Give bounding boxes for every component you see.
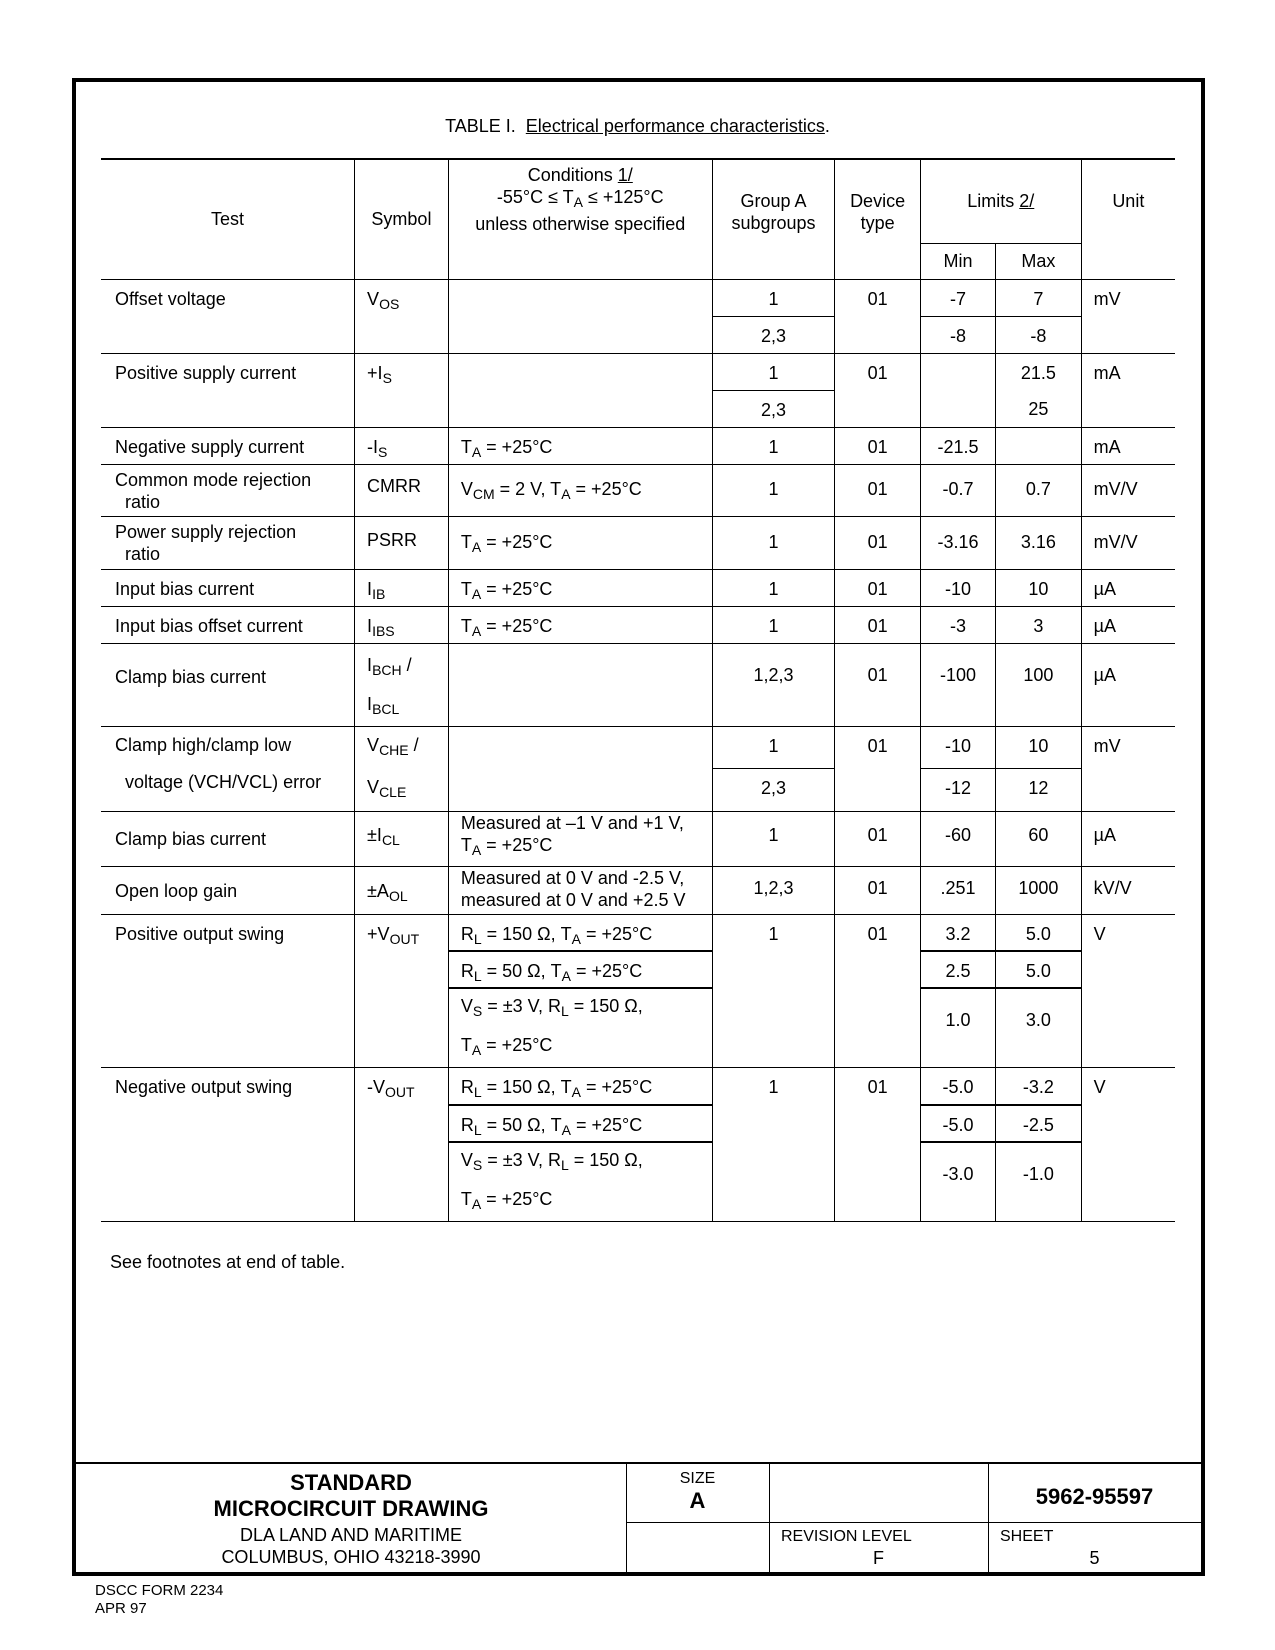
table-row: Input bias current $I_{IB}$ $T_A = +25^\circ C$ 1 01 -10 10 µA (101, 569, 1175, 606)
header-row (101, 159, 1175, 243)
header-limits: Limits 2/ (920, 159, 1081, 243)
table-row: Common mode rejection ratio CMRR $V_{CM} = 2$ V, $T_A = +25^\circ C$ 1 01 -0.7 0.7 mV/V (101, 464, 1175, 516)
table-row: Clamp bias current $\pm I_{CL}$ Measured at –1 V and +1 V, $T_A = +25^\circ C$ 1 01 -60 60 µA (101, 811, 1175, 866)
table-row: Clamp high/clamp low voltage (VCH/VCL) error $V_{CHE}$ / $V_{CLE}$ 1 01 -10 10 mV (101, 726, 1175, 769)
caption-title: Electrical performance characteristics (525, 116, 825, 136)
table-row: Offset voltage $V_{OS}$ 1 01 -7 7 mV (101, 279, 1175, 316)
form-id (95, 1582, 223, 1618)
table-row: Power supply rejection ratio PSRR $T_A = +25^\circ C$ 1 01 -3.16 3.16 mV/V (101, 516, 1175, 569)
agency-address: COLUMBUS, OHIO 43218-3990 (221, 1547, 481, 1567)
header-symbol: Symbol (355, 159, 449, 279)
title-block (76, 1462, 1201, 1574)
header-group: Group A subgroups (712, 159, 835, 279)
table-row: Input bias offset current $I_{IBS}$ $T_A = +25^\circ C$ 1 01 -3 3 µA (101, 606, 1175, 643)
sheet-label: SHEET (1000, 1528, 1054, 1545)
table-row: Positive output swing $+V_{OUT}$ $R_L = 150$ Ω, $T_A = +25^\circ C$ 1 01 3.2 5.0 V (101, 914, 1175, 951)
revision-label: REVISION LEVEL (781, 1528, 912, 1545)
table-row: Open loop gain $\pm A_{OL}$ Measured at 0 V and -2.5 V, measured at 0 V and +2.5 V 1,2,3 01 .251 1000 kV/V (101, 866, 1175, 914)
header-unit: Unit (1081, 159, 1175, 279)
table-caption: TABLE I. Electrical performance characteristics. (445, 116, 830, 136)
table-row: Negative output swing $-V_{OUT}$ $R_L = 150$ Ω, $T_A = +25^\circ C$ 1 01 -5.0 -3.2 V (101, 1068, 1175, 1105)
header-min: Min (920, 243, 995, 279)
table-row: Positive supply current $+I_S$ 1 01 21.5 mA (101, 353, 1175, 390)
table-row: Negative supply current $-I_S$ $T_A = +25^\circ C$ 1 01 -21.5 mA (101, 427, 1175, 464)
footnote-text: See footnotes at end of table. (110, 1252, 346, 1272)
form-date: APR 97 (95, 1600, 147, 1617)
header-conditions-range: $-55^\circ C \le T_A \le +125^\circ C$ (496, 187, 664, 210)
sheet-value: 5 (1089, 1548, 1100, 1568)
title-standard: STANDARD (290, 1470, 412, 1495)
agency-name: DLA LAND AND MARITIME (239, 1525, 463, 1545)
header-device: Device type (835, 159, 921, 279)
header-conditions: Conditions 1/ $-55^\circ C \le T_A \le +125^\circ C$ unless otherwise specified (448, 159, 712, 279)
size-value: A (689, 1488, 706, 1513)
caption-prefix: TABLE I. (445, 116, 516, 136)
title-microcircuit: MICROCIRCUIT DRAWING (213, 1496, 489, 1521)
size-label: SIZE (679, 1470, 716, 1487)
header-test: Test (101, 159, 355, 279)
header-max: Max (996, 243, 1082, 279)
revision-value: F (873, 1548, 884, 1568)
electrical-characteristics-table: Test Symbol Conditions 1/ $-55^\circ C \le T_A \le +125^\circ C$ unless otherwise specified Group A subgroups Device type Limits 2/ Unit Min Max Offset voltage $V_{OS}$ 1 01 -7 7 mV 2,3 -8 -8 Positive supply current $+I_S$ 1 01 21.5 mA 2,3 25 Negative supply current $-I_S$ $T_A = +25^\circ C$ 1 01 -21.5 mA Common mode rejection ratio CMRR $V_{CM} = 2$ V, $T_A = +25^\circ C$ 1 01 -0.7 0.7 mV/V Power supply rejection ratio PSRR $T_A = +25^\circ C$ 1 01 -3.16 3.16 mV/V Input bias current $I_{IB}$ $T_A = +25^\circ C$ 1 01 -10 10 µA Input bias offset current $I_{IBS}$ $T_A = +25^\circ C$ 1 01 -3 3 µA Clamp bias current $I_{BCH}$ / $I_{BCL}$ 1,2,3 01 -100 100 µA Clamp high/clamp low voltage (VCH/VCL) error $V_{CHE}$ / $V_{CLE}$ 1 01 -10 10 mV 2,3 -12 12 Clamp bias current $\pm I_{CL}$ Measured at –1 V and +1 V, $T_A = +25^\circ C$ 1 01 -60 60 µA Open loop gain $\pm A_{OL}$ Measured at 0 V and -2.5 V, measured at 0 V and +2.5 V 1,2,3 01 .251 1000 kV/V Positive output swing $+V_{OUT}$ $R_L = 150$ Ω, $T_A = +25^\circ C$ 1 01 3.2 5.0 V $R_L = 50$ Ω, $T_A = +25^\circ C$ 2.5 5.0 $V_S = \pm 3$ V, $R_L = 150$ Ω, $T_A = +25^\circ C$ 1.0 3.0 Negative output swing $-V_{OUT}$ $R_L = 150$ Ω, $T_A = +25^\circ C$ 1 01 -5.0 -3.2 V $R_L = 50$ Ω, $T_A = +25^\circ C$ -5.0 -2.5 $V_S = \pm 3$ V, $R_L = 150$ Ω, $T_A = +25^\circ C$ -3.0 -1.0 (101, 158, 1175, 1222)
form-number: DSCC FORM 2234 (95, 1582, 224, 1599)
table-row: Clamp bias current $I_{BCH}$ / $I_{BCL}$ 1,2,3 01 -100 100 µA (101, 643, 1175, 726)
drawing-number: 5962-95597 (1035, 1484, 1154, 1509)
